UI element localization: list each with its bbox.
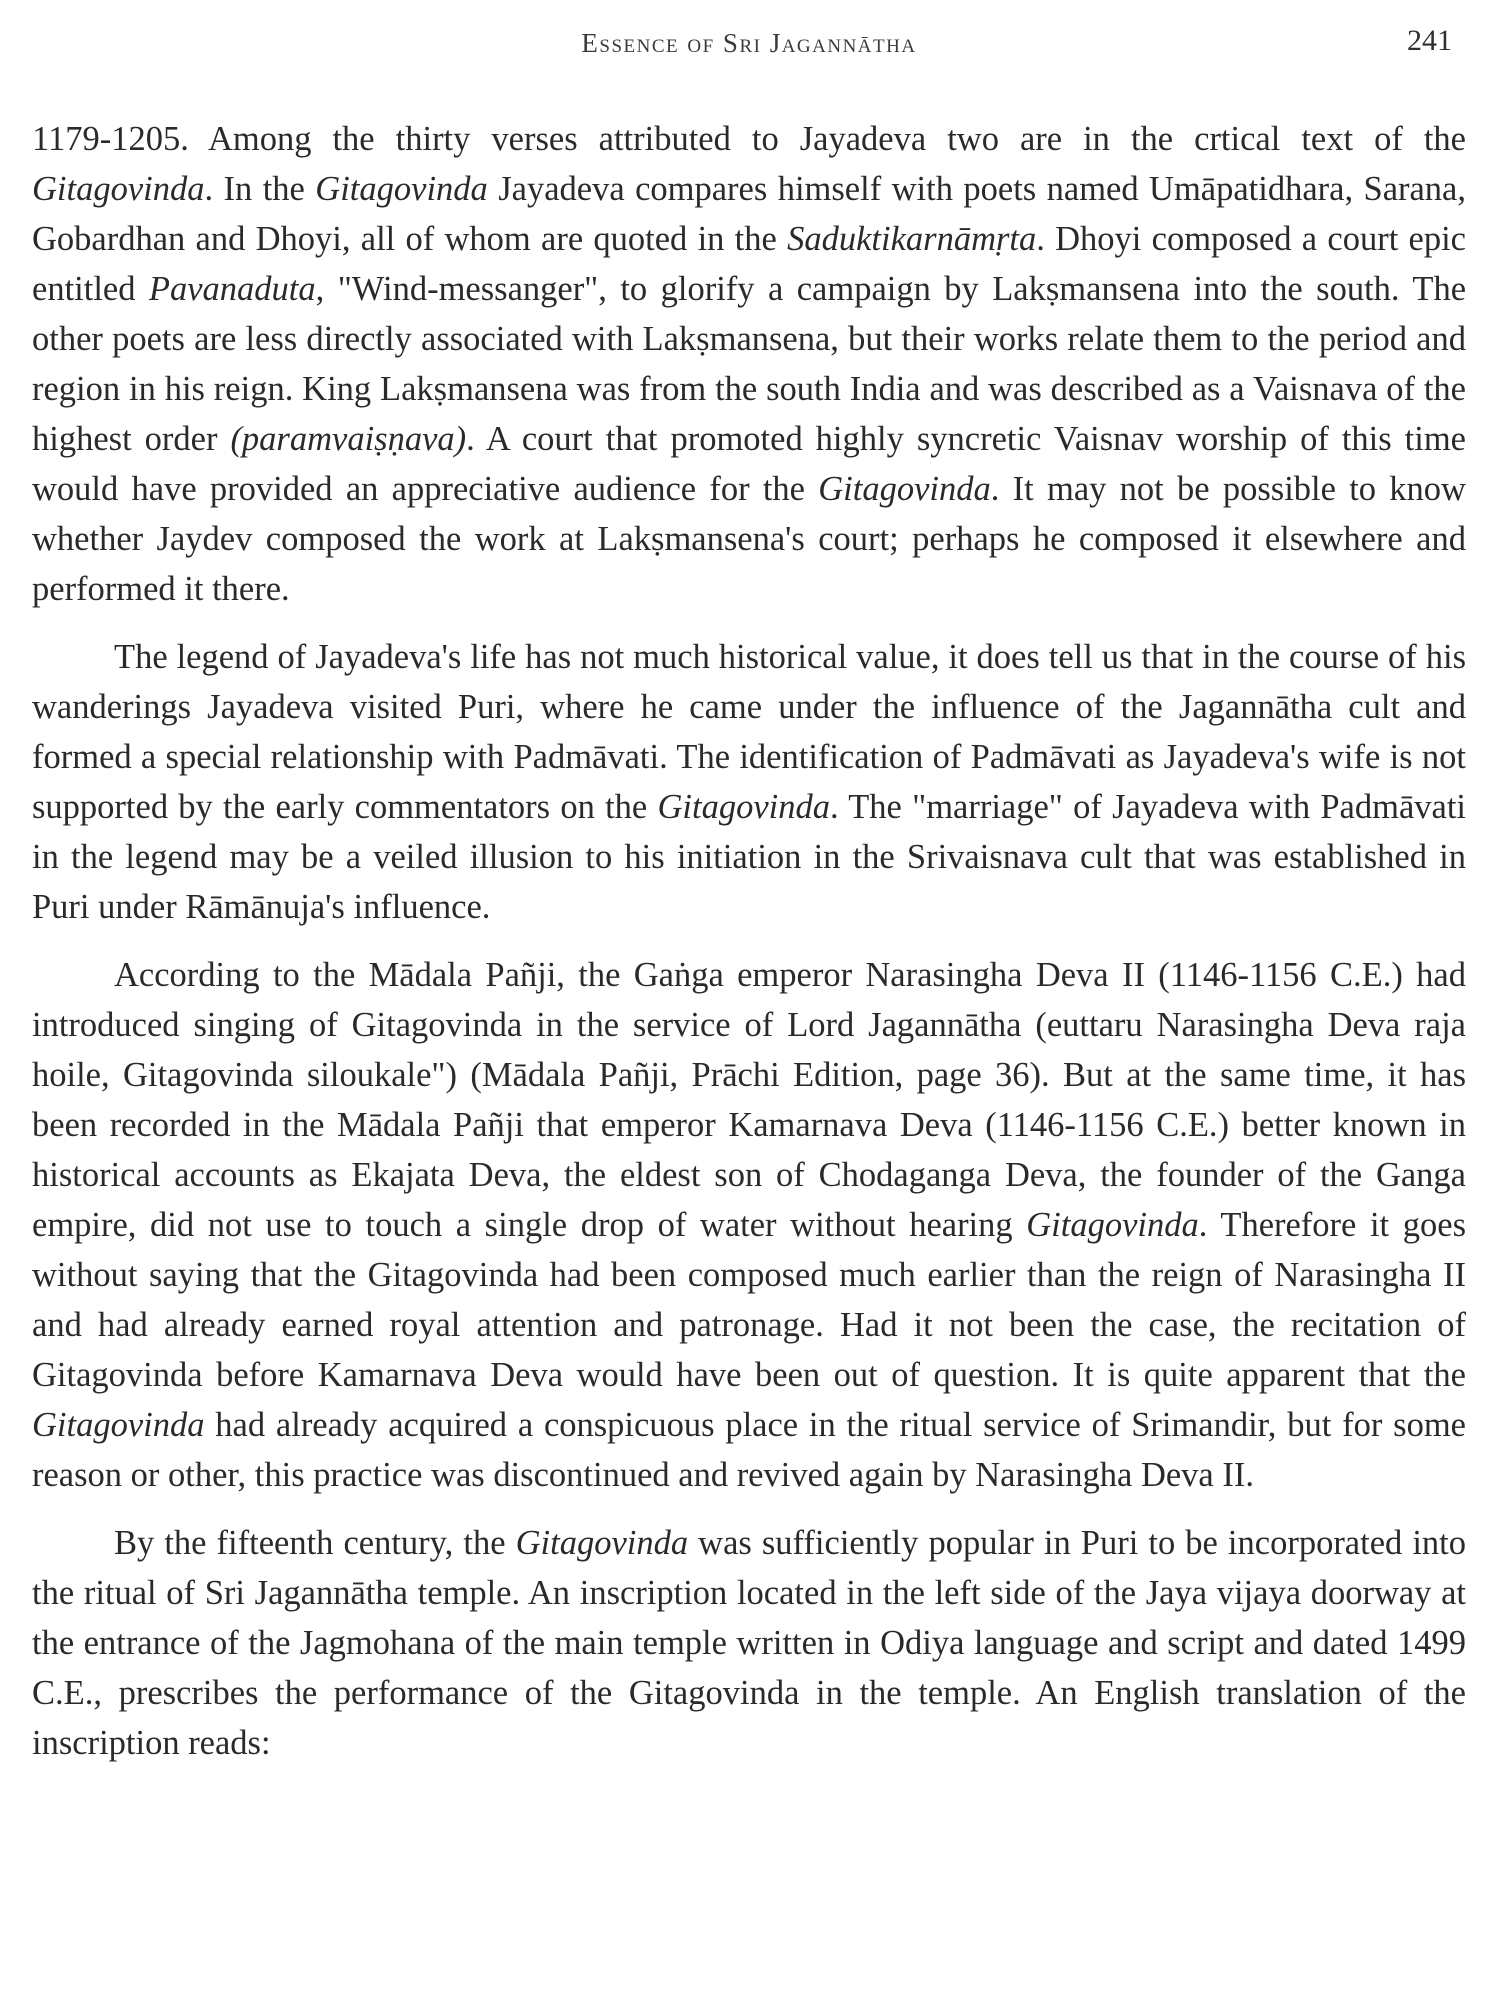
text-run: . In the (204, 170, 316, 208)
text-run: had already acquired a conspicuous place in the ritual service of Srimandir, but for some reason or other, this practice was discontinued and revived again by Narasingha Deva II. (32, 1406, 1466, 1494)
text-run: . Therefore it goes without saying that the Gitagovinda had been composed much earlier than the reign of Narasingha II and had already earned royal attention and patronage. Had it not been the case, the recitation of Gitagovinda before Kamarnava Deva would have been out of question. It is quite apparent that the (32, 1206, 1466, 1394)
italic-title: Gitagovinda (1026, 1206, 1199, 1244)
text-run: . Dhoyi composed a court epic entitled (32, 220, 1466, 308)
text-run: Jayadeva compares himself with poets named Umāpatidhara, Sarana, Gobardhan and Dhoyi, all of whom are quoted in the (32, 170, 1466, 258)
italic-title: Gitagovinda (32, 1406, 205, 1444)
body-text (32, 114, 1466, 1768)
running-header (32, 20, 1466, 76)
text-run: . The "marriage" of Jayadeva with Padmāvati in the legend may be a veiled illusion to his initiation in the Srivaisnava cult that was established in Puri under Rāmānuja's influence. (32, 788, 1466, 926)
paragraph (32, 1518, 1466, 1768)
italic-title: Gitagovinda (315, 170, 488, 208)
text-run: . A court that promoted highly syncretic Vaisnav worship of this time would have provided an appreciative audience for the (32, 420, 1466, 508)
text-run: The legend of Jayadeva's life has not much historical value, it does tell us that in the course of his wanderings Jayadeva visited Puri, where he came under the influence of the Jagannātha cult and formed a special relationship with Padmāvati. The identification of Padmāvati as Jayadeva's wife is not supported by the early commentators on the (32, 638, 1466, 826)
italic-title: Gitagovinda (32, 170, 205, 208)
page-number: 241 (1407, 24, 1452, 57)
text-run: According to the Mādala Pañji, the Gaṅga emperor Narasingha Deva II (1146-1156 C.E.) had introduced singing of Gitagovinda in the service of Lord Jagannātha (euttaru Narasingha Deva raja hoile, Gitagovinda siloukale") (Mādala Pañji, Prāchi Edition, page 36). But at the same time, it has been recorded in the Mādala Pañji that emperor Kamarnava Deva (1146-1156 C.E.) better known in historical accounts as Ekajata Deva, the eldest son of Chodaganga Deva, the founder of the Ganga empire, did not use to touch a single drop of water without hearing (32, 956, 1466, 1244)
paragraph (32, 632, 1466, 932)
italic-title: Pavanaduta (148, 270, 316, 308)
text-run: . It may not be possible to know whether Jaydev composed the work at Lakṣmansena's court; perhaps he composed it elsewhere and performed it there. (32, 470, 1466, 608)
italic-title: (paramvaiṣṇava) (230, 420, 467, 458)
italic-title: Gitagovinda (657, 788, 830, 826)
paragraph (32, 950, 1466, 1500)
text-run: By the fifteenth century, the (114, 1524, 516, 1562)
italic-title: Gitagovinda (818, 470, 991, 508)
paragraph (32, 114, 1466, 614)
italic-title: Saduktikarnāmṛta (787, 220, 1037, 258)
text-run: , "Wind-messanger", to glorify a campaign by Lakṣmansena into the south. The other poets are less directly associated with Lakṣmansena, but their works relate them to the period and region in his reign. King Lakṣmansena was from the south India and was described as a Vaisnava of the highest order (32, 270, 1467, 458)
italic-title: Gitagovinda (515, 1524, 689, 1562)
text-run: was sufficiently popular in Puri to be incorporated into the ritual of Sri Jagannātha temple. An inscription located in the left side of the Jaya vijaya doorway at the entrance of the Jagmohana of the main temple written in Odiya language and script and dated 1499 C.E., prescribes the performance of the Gitagovinda in the temple. An English translation of the inscription reads: (32, 1524, 1467, 1762)
running-header-title: Essence of Sri Jagannātha (581, 28, 917, 58)
text-run: 1179-1205. Among the thirty verses attributed to Jayadeva two are in the crtical text of the (32, 120, 1466, 158)
